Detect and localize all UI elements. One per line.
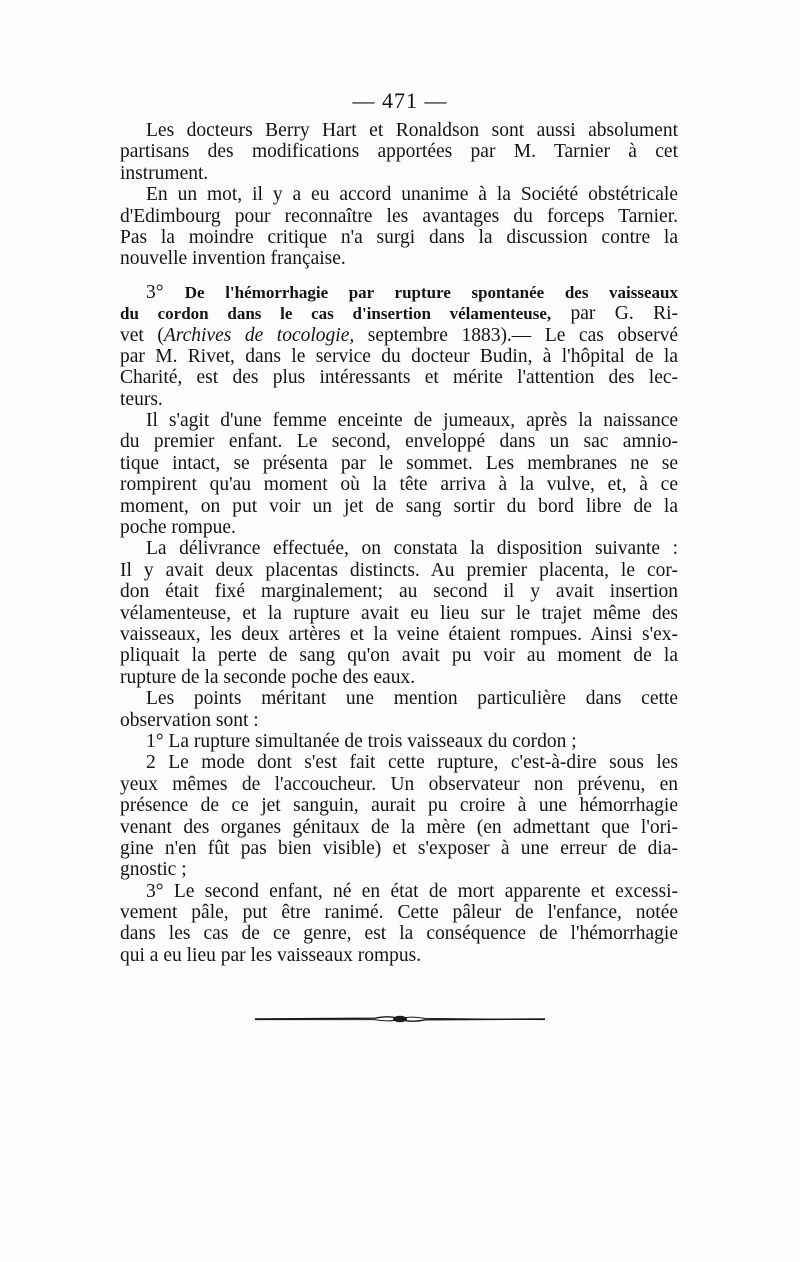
page-number: — 471 — <box>352 88 448 113</box>
text-line: En un mot, il y a eu accord unanime à la Société obstétricale <box>146 184 678 206</box>
text-line: gnostic ; <box>120 859 187 881</box>
text-line: vaisseaux, les deux artères et la veine étaient rompues. Ainsi s'ex- <box>120 623 678 645</box>
text-line: Il s'agit d'une femme enceinte de jumeaux, après la naissance <box>146 410 678 432</box>
text-line: instrument. <box>120 162 209 184</box>
text-line: par M. Rivet, dans le service du docteur Budin, à l'hôpital de la <box>120 345 678 367</box>
text-line: Pas la moindre critique n'a surgi dans la discussion contre la <box>120 226 678 248</box>
paragraph-gap <box>120 270 678 282</box>
text-line: Il y avait deux placentas distincts. Au premier placenta, le cor- <box>120 559 678 581</box>
journal-title: Archives de tocologie, <box>163 324 355 346</box>
text-line: pliquait la perte de sang qu'on avait pu voir au moment de la <box>120 645 678 667</box>
text-line: vélamenteuse, et la rupture avait eu lieu sur le trajet même des <box>120 602 678 624</box>
text-line: Charité, est des plus intéressants et mérite l'attention des lec- <box>120 367 678 389</box>
text-line: moment, on put voir un jet de sang sortir du bord libre de la <box>120 495 678 517</box>
body-text <box>120 120 678 966</box>
text-line: Les docteurs Berry Hart et Ronaldson sont aussi absolument <box>146 120 678 141</box>
section-heading-line <box>120 303 678 324</box>
text-line: don était fixé marginalement; au second il y avait insertion <box>120 581 678 603</box>
text-line: gine n'en fût pas bien visible) et s'exposer à une erreur de dia- <box>120 837 678 859</box>
author-ref: par G. Ri- <box>551 303 678 325</box>
text-line <box>120 325 678 346</box>
text-line: La délivrance effectuée, on constata la disposition suivante : <box>146 538 678 560</box>
section-heading-line <box>120 282 678 303</box>
ornamental-rule-icon <box>255 1014 545 1024</box>
text-line: Les points méritant une mention particulière dans cette <box>146 688 678 710</box>
text-line: vement pâle, put être ranimé. Cette pâleur de l'enfance, notée <box>120 902 678 924</box>
text-line: du premier enfant. Le second, enveloppé dans un sac amnio- <box>120 431 678 453</box>
text-line: venant des organes génitaux de la mère (en admettant que l'ori- <box>120 816 678 838</box>
text-line: dans les cas de ce genre, est la conséquence de l'hémorrhagie <box>120 923 678 945</box>
text-line: tique intact, se présenta par le sommet. Les membranes ne se <box>120 452 678 474</box>
text-line: présence de ce jet sanguin, aurait pu croire à une hémorrhagie <box>120 795 678 817</box>
text-line: d'Edimbourg pour reconnaître les avantages du forceps Tarnier. <box>120 205 678 227</box>
text-line: observation sont : <box>120 709 259 731</box>
text-line: rompirent qu'au moment où la tête arriva à la vulve, et, à ce <box>120 474 678 496</box>
text-fragment: vet ( <box>120 324 164 346</box>
text-line: poche rompue. <box>120 517 236 539</box>
text-fragment: septembre 1883).— Le cas observé <box>354 324 678 346</box>
text-line: teurs. <box>120 388 163 410</box>
section-title: De l'hémorrhagie par rupture spontanée des vaisseaux <box>184 282 678 302</box>
text-line: yeux mêmes de l'accoucheur. Un observateur non prévenu, en <box>120 773 678 795</box>
text-line: qui a eu lieu par les vaisseaux rompus. <box>120 944 422 966</box>
text-line: partisans des modifications apportées par M. Tarnier à cet <box>120 141 678 163</box>
list-item: 2 Le mode dont s'est fait cette rupture, c'est-à-dire sous les <box>146 752 678 774</box>
list-item: 1° La rupture simultanée de trois vaisseaux du cordon ; <box>146 730 577 752</box>
section-title-cont: du cordon dans le cas d'insertion vélamenteuse, <box>120 304 552 324</box>
text-line: rupture de la seconde poche des eaux. <box>120 666 416 688</box>
text-line: nouvelle invention française. <box>120 248 346 270</box>
list-item: 3° Le second enfant, né en état de mort apparente et excessi- <box>146 880 678 902</box>
section-number: 3° <box>146 281 185 303</box>
